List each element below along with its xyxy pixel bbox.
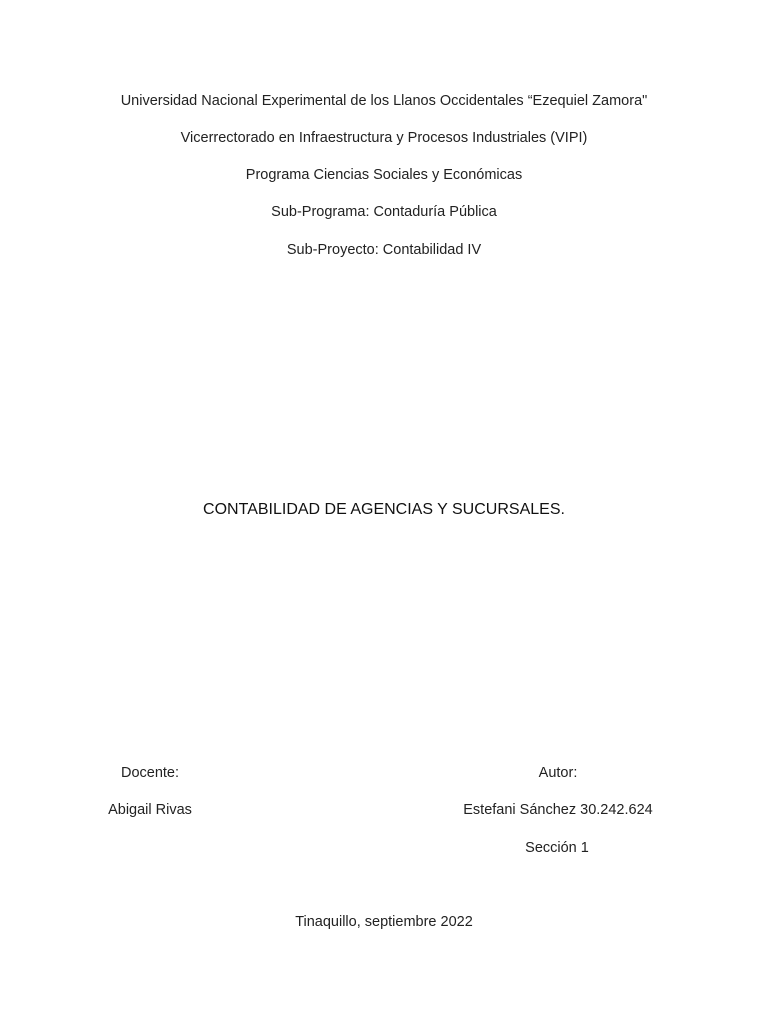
sub-program: Sub-Programa: Contaduría Pública [271,204,497,220]
vice-rectorate: Vicerrectorado en Infraestructura y Procesos Industriales (VIPI) [180,130,588,146]
place-date: Tinaquillo, septiembre 2022 [295,914,473,930]
teacher-label: Docente: [120,765,180,781]
teacher-name: Abigail Rivas [108,802,192,818]
author-section: Sección 1 [525,840,589,856]
document-title: CONTABILIDAD DE AGENCIAS Y SUCURSALES. [203,501,565,518]
author-label: Autor: [538,765,578,781]
university-name: Universidad Nacional Experimental de los Llanos Occidentales “Ezequiel Zamora" [120,93,648,109]
author-name: Estefani Sánchez 30.242.624 [463,802,653,818]
program-name: Programa Ciencias Sociales y Económicas [245,167,523,183]
sub-project: Sub-Proyecto: Contabilidad IV [286,242,482,258]
